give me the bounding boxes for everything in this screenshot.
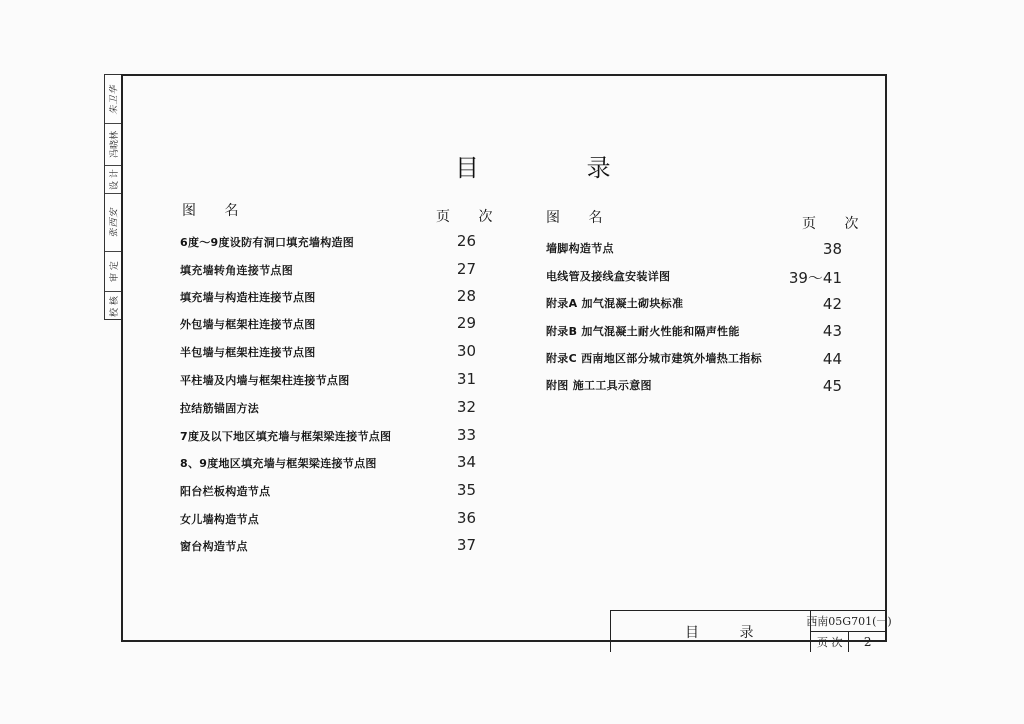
left-name-header: 图 名 — [182, 203, 251, 219]
sidebar-cell-1 — [105, 123, 121, 166]
signature-top-text: 朱卫华 — [109, 83, 120, 115]
list-item-name: 外包墙与框架柱连接节点图 — [180, 318, 316, 331]
list-item-name: 墙脚构造节点 — [546, 242, 614, 255]
list-item-page: 37 — [456, 536, 476, 554]
signature-top — [105, 75, 121, 124]
list-item-name: 附录B 加气混凝土耐火性能和隔声性能 — [546, 325, 740, 338]
page-number: 2 — [863, 635, 872, 649]
list-item-page: 27 — [456, 260, 476, 278]
sidebar-cell-2 — [105, 165, 121, 194]
list-item-page: 42 — [822, 295, 842, 313]
sidebar-label-4: 校 核 — [109, 295, 120, 317]
list-item-name: 附录A 加气混凝土砌块标准 — [546, 297, 684, 310]
list-item-page: 33 — [456, 426, 476, 444]
drawing-code-cell — [806, 610, 892, 632]
signature-mid-text: 张西安 — [109, 206, 120, 238]
drawing-code: 西南05G701(一) — [806, 614, 892, 628]
list-item-page: 31 — [456, 370, 476, 388]
list-item-page: 28 — [456, 287, 476, 305]
list-item-page: 32 — [456, 398, 476, 416]
list-item-page: 38 — [822, 240, 842, 258]
approval-sidebar — [104, 74, 121, 320]
list-item-name: 填充墙转角连接节点图 — [180, 264, 293, 277]
list-item-page: 45 — [822, 377, 842, 395]
list-item-name: 窗台构造节点 — [180, 540, 248, 553]
page-title: 目 录 — [455, 154, 661, 182]
list-item-page: 39～41 — [788, 269, 842, 287]
list-item-name: 填充墙与构造柱连接节点图 — [180, 291, 316, 304]
page-label: 页 次 — [817, 636, 843, 649]
list-item-name: 平柱墙及内墙与框架柱连接节点图 — [180, 374, 350, 387]
list-item-name: 8、9度地区填充墙与框架梁连接节点图 — [180, 457, 377, 470]
list-item-page: 34 — [456, 453, 476, 471]
list-item-name: 女儿墙构造节点 — [180, 513, 260, 526]
list-item-name: 附图 施工工具示意图 — [546, 379, 652, 392]
list-item-name: 拉结筋锚固方法 — [180, 402, 260, 415]
left-page-header: 页 次 — [436, 209, 505, 225]
list-item-name: 半包墙与框架柱连接节点图 — [180, 346, 316, 359]
list-item-name: 阳台栏板构造节点 — [180, 485, 271, 498]
list-item-name: 附录C 西南地区部分城市建筑外墙热工指标 — [546, 352, 762, 365]
list-item-page: 30 — [456, 342, 476, 360]
sidebar-label-3: 审 定 — [109, 260, 120, 282]
list-item-name: 7度及以下地区填充墙与框架梁连接节点图 — [180, 430, 392, 443]
list-item-page: 43 — [822, 322, 842, 340]
title-block-title: 目 录 — [685, 625, 772, 641]
list-item-page: 44 — [822, 350, 842, 368]
list-item-page: 36 — [456, 509, 476, 527]
sidebar-label-1: 冯晓林 — [109, 130, 120, 158]
sidebar-cell-3 — [105, 251, 121, 292]
list-item-name: 6度～9度设防有洞口填充墙构造图 — [180, 236, 355, 249]
right-page-header: 页 次 — [802, 216, 871, 232]
signature-mid — [105, 193, 121, 252]
right-name-header: 图 名 — [546, 210, 615, 226]
list-item-page: 35 — [456, 481, 476, 499]
title-block-divider — [848, 632, 849, 652]
list-item-page: 29 — [456, 314, 476, 332]
list-item-name: 电线管及接线盒安装详图 — [546, 270, 671, 283]
list-item-page: 26 — [456, 232, 476, 250]
sidebar-label-2: 设 计 — [109, 168, 120, 190]
sidebar-cell-4 — [105, 291, 121, 321]
